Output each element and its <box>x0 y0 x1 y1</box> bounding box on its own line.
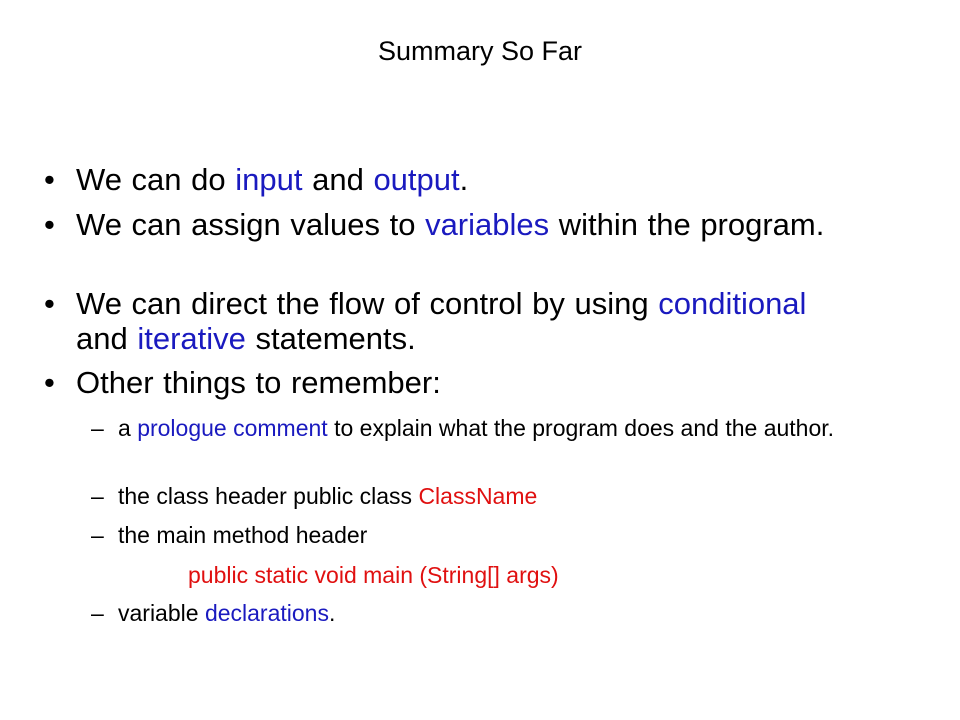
highlight-term: conditional <box>658 286 807 321</box>
bullet-text: We can direct the flow of control by using conditional and iterative statements. <box>76 286 807 356</box>
bullet-marker: • <box>44 162 55 197</box>
bullet-marker: • <box>44 365 55 400</box>
subitem-text: the main method header <box>118 522 368 548</box>
bullet-marker: • <box>44 207 55 242</box>
dash-marker: – <box>91 483 104 509</box>
dash-marker: – <box>91 522 104 548</box>
subitem-class-header <box>91 483 911 510</box>
bullet-marker: • <box>44 286 55 321</box>
subitem-text: a prologue comment to explain what the program does and the author. <box>118 415 835 441</box>
highlight-term: prologue comment <box>137 415 328 441</box>
subitem-text: variable declarations. <box>118 600 336 626</box>
highlight-term: declarations <box>204 600 329 626</box>
bullet-item-input-output <box>44 162 914 197</box>
highlight-code: ClassName <box>418 483 538 509</box>
main-method-signature: public static void main (String[] args) <box>188 562 559 588</box>
highlight-term: variables <box>425 207 550 242</box>
highlight-term: iterative <box>137 321 246 356</box>
dash-marker: – <box>91 415 104 441</box>
bullet-text: We can do input and output. <box>76 162 469 197</box>
bullet-item-other-things <box>44 365 914 400</box>
bullet-text: We can assign values to variables within the program. <box>76 207 825 242</box>
subitem-main-method <box>91 522 911 549</box>
subitem-prologue-comment <box>91 415 911 442</box>
bullet-item-variables <box>44 207 844 242</box>
dash-marker: – <box>91 600 104 626</box>
subitem-text: the class header public class ClassName <box>118 483 538 509</box>
slide-title: Summary So Far <box>377 36 583 66</box>
bullet-text: Other things to remember: <box>76 365 441 400</box>
highlight-term: input <box>235 162 303 197</box>
bullet-item-flow-control <box>44 286 844 356</box>
highlight-term: output <box>373 162 460 197</box>
subitem-variable-declarations <box>91 600 911 627</box>
